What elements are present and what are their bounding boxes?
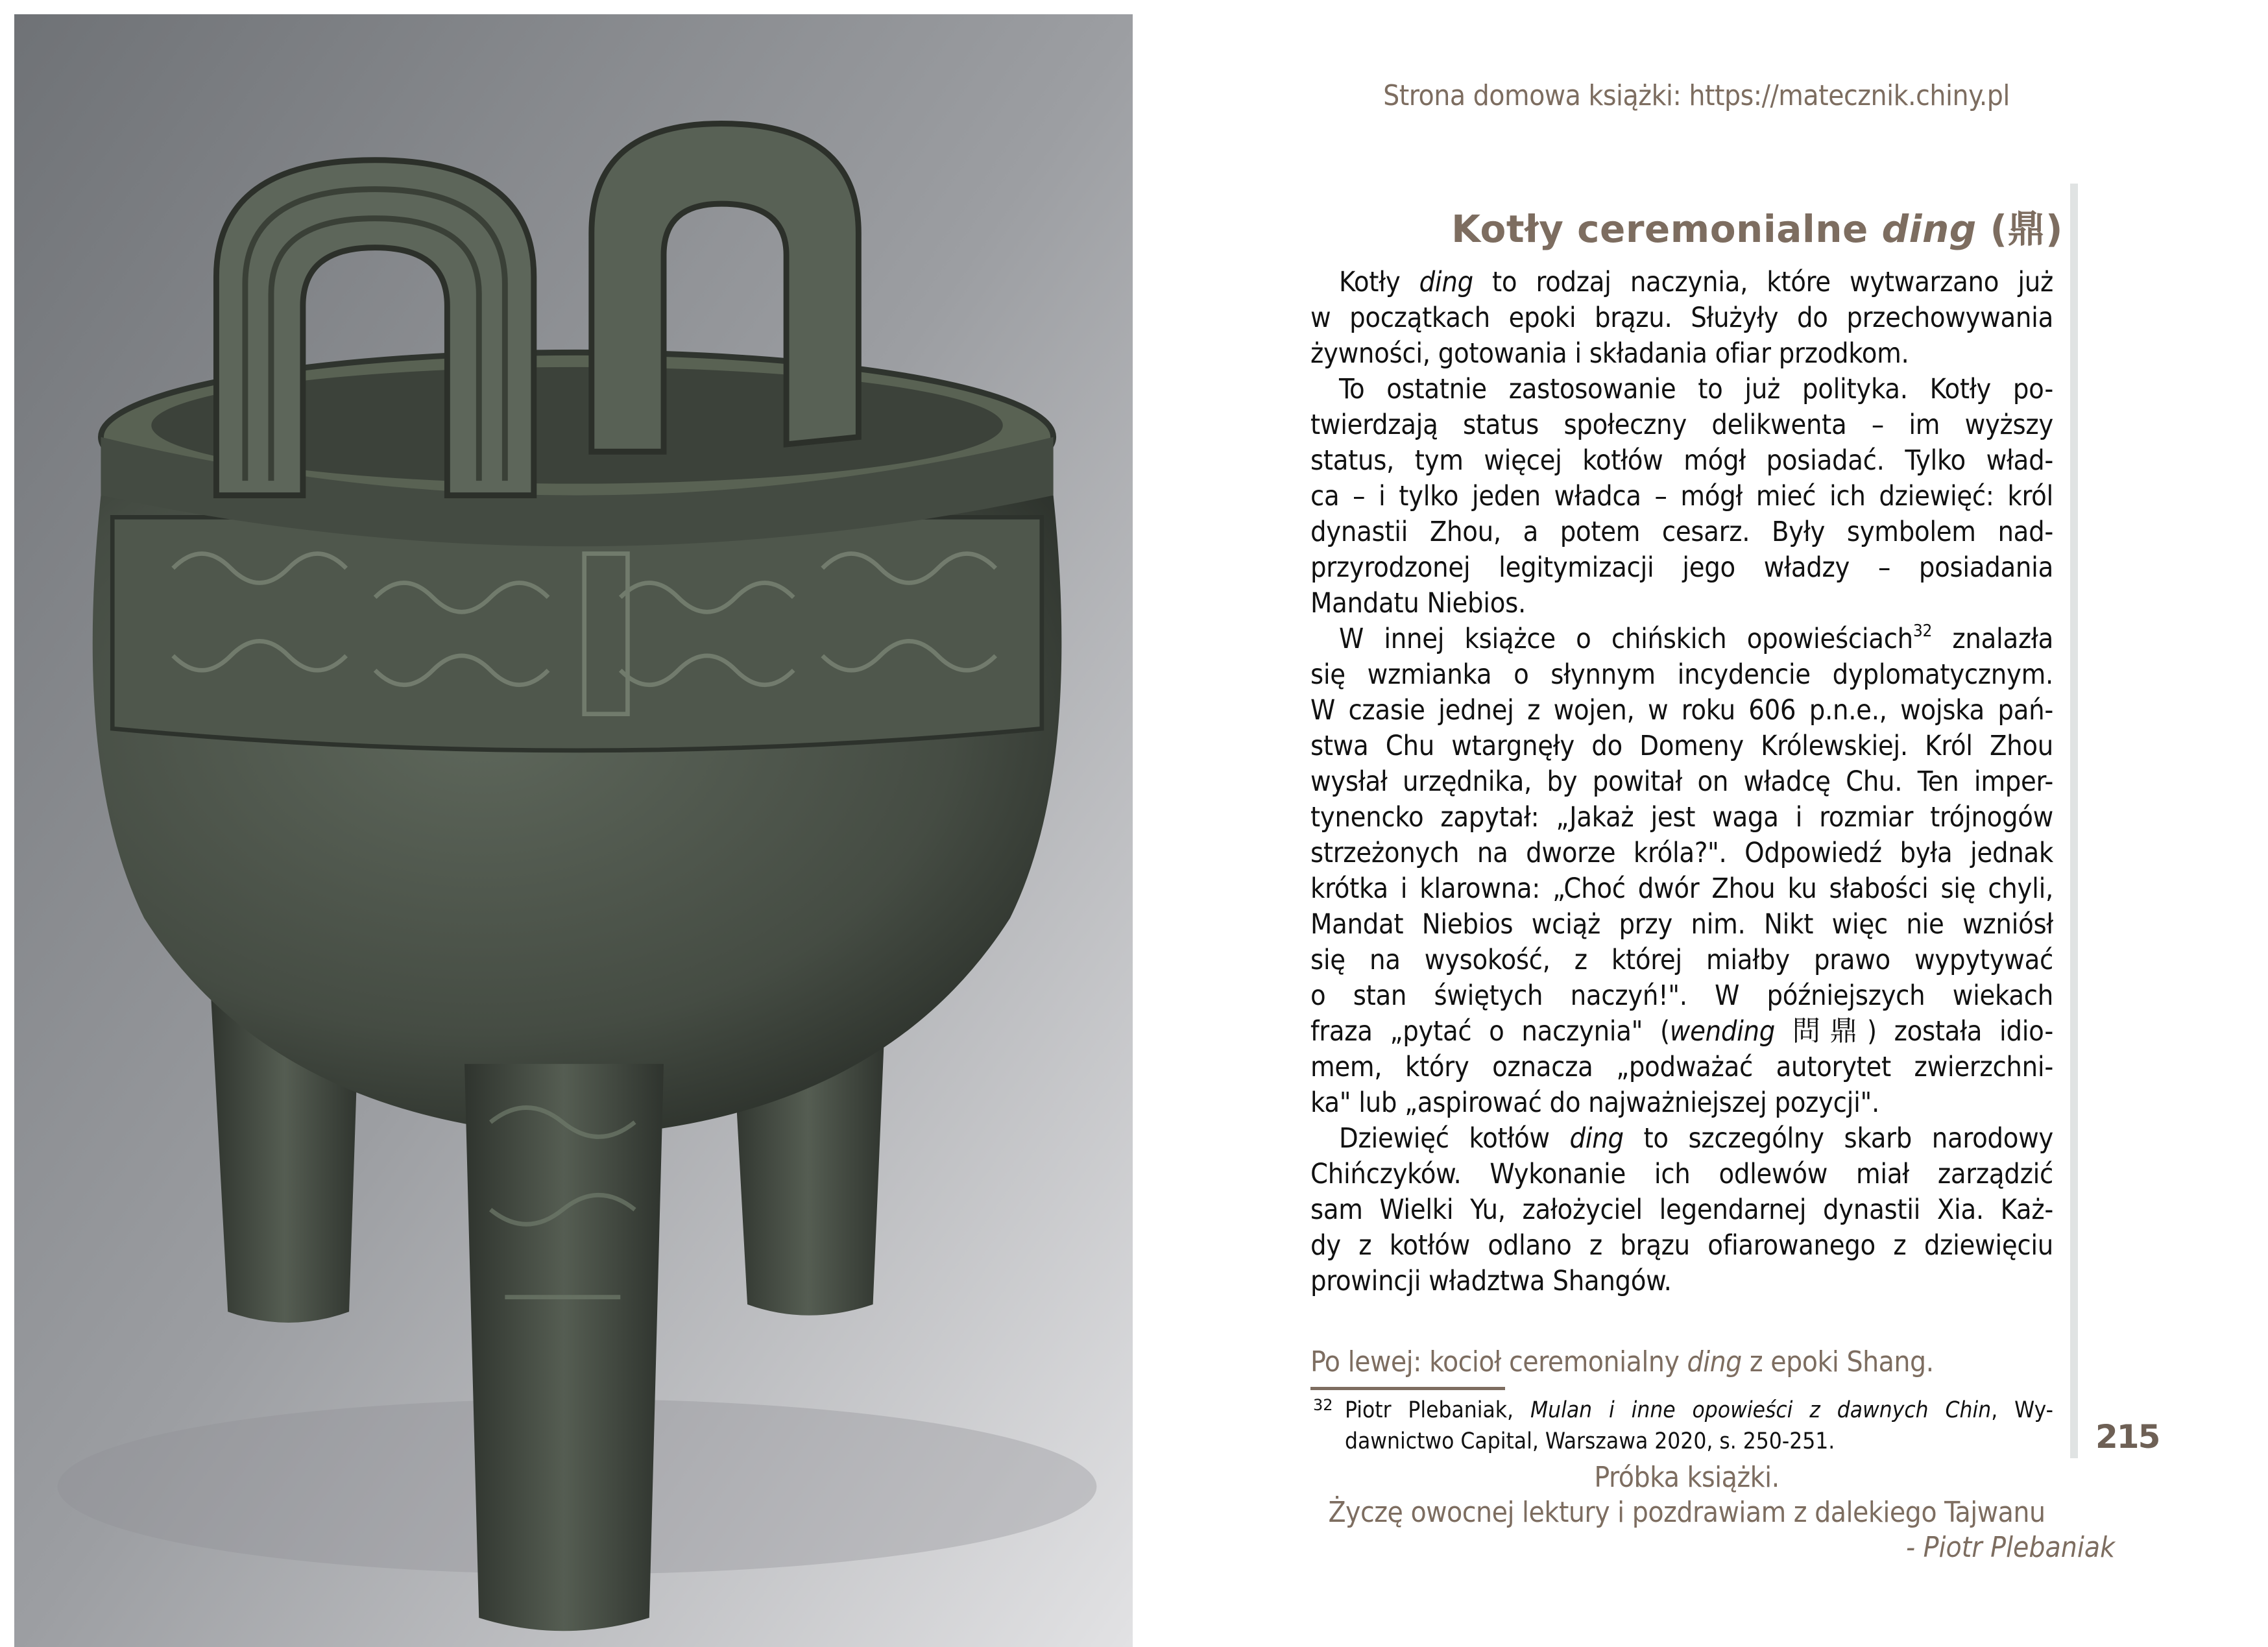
- heading-text: Kotły ceremonialne: [1451, 207, 1882, 251]
- text-run: status, tym więcej kotłów mógł posiadać. Tylko wład-: [1310, 444, 2053, 477]
- text-line: [1310, 978, 2053, 1014]
- greeting-note: Życzę owocnej lektury i pozdrawiam z dalekiego Tajwanu: [1328, 1496, 2045, 1529]
- text-run: prowincji władztwa Shangów.: [1310, 1265, 1672, 1297]
- text-line: [1310, 1192, 2053, 1228]
- italic-text: wending: [1669, 1015, 1776, 1048]
- text-run: żywności, gotowania i składania ofiar przodkom.: [1310, 337, 1909, 370]
- text-line: [1310, 1157, 2053, 1192]
- author-signature: - Piotr Plebaniak: [1905, 1531, 2115, 1564]
- text-run: się na wysokość, z której miałby prawo wypytywać: [1310, 944, 2053, 976]
- italic-text: ding: [1687, 1345, 1742, 1378]
- text-line: [1310, 1050, 2053, 1085]
- text-line: [1310, 871, 2053, 907]
- footnote-ref: 32: [1912, 621, 1933, 641]
- text-run: W czasie jednej z wojen, w roku 606 p.n.e., wojska pań-: [1310, 694, 2053, 727]
- sample-note: Próbka książki.: [1594, 1461, 1779, 1494]
- book-homepage-link[interactable]: Strona domowa książki: https://matecznik.chiny.pl: [1383, 79, 2010, 112]
- text-line: [1345, 1426, 2053, 1457]
- text-run: Po lewej: kocioł ceremonialny: [1310, 1345, 1687, 1378]
- margin-bar: [2070, 184, 2078, 1458]
- text-line: [1310, 1264, 2053, 1299]
- text-run: W innej książce o chińskich opowieściach: [1339, 623, 1913, 655]
- text-run: mem, który oznacza „podważać autorytet zwierzchni-: [1310, 1051, 2053, 1083]
- text-run: twierdzają status społeczny delikwenta – im wyższy: [1310, 409, 2053, 441]
- text-run: wysłał urzędnika, by powitał on władcę Chu. Ten imper-: [1310, 765, 2053, 798]
- text-run: w początkach epoki brązu. Służyły do przechowywania: [1310, 302, 2053, 334]
- body-text: [1310, 265, 2053, 1299]
- text-run: ca – i tylko jeden władca – mógł mieć ich dziewięć: król: [1310, 480, 2053, 512]
- text-run: Kotły: [1339, 266, 1419, 298]
- text-run: przyrodzonej legitymizacji jego władzy – posiadania: [1310, 551, 2053, 584]
- photo-caption: [1310, 1345, 1934, 1378]
- text-run: tynencko zapytał: „Jakaż jest waga i rozmiar trójnogów: [1310, 801, 2053, 834]
- heading-chinese: (鼎): [1976, 207, 2063, 251]
- text-run: sam Wielki Yu, założyciel legendarnej dynastii Xia. Każ-: [1310, 1194, 2053, 1226]
- text-run: dy z kotłów odlano z brązu ofiarowanego z dziewięciu: [1310, 1229, 2053, 1262]
- text-run: Dziewięć kotłów: [1339, 1122, 1570, 1155]
- text-line: [1310, 550, 2053, 586]
- text-line: [1310, 943, 2053, 978]
- text-line: [1310, 514, 2053, 550]
- text-run: to szczególny skarb narodowy: [1623, 1122, 2054, 1155]
- text-line: [1310, 800, 2053, 836]
- text-run: Piotr Plebaniak,: [1345, 1397, 1530, 1423]
- footnote: [1345, 1395, 2053, 1457]
- footnote-number: 32: [1313, 1396, 1333, 1414]
- text-line: [1310, 265, 2053, 300]
- italic-text: ding: [1569, 1122, 1624, 1155]
- text-line: [1310, 657, 2053, 693]
- text-run: fraza „pytać o naczynia" (: [1310, 1015, 1670, 1048]
- text-run: strzeżonych na dworze króla?". Odpowiedź była jednak: [1310, 837, 2053, 869]
- page-number: 215: [2095, 1418, 2160, 1456]
- text-line: [1310, 728, 2053, 764]
- heading-italic: ding: [1881, 207, 1977, 251]
- text-run: To ostatnie zastosowanie to już polityka. Kotły po-: [1339, 373, 2053, 405]
- text-line: [1310, 372, 2053, 407]
- text-run: dawnictwo Capital, Warszawa 2020, s. 250-251.: [1345, 1428, 1835, 1454]
- text-line: [1310, 479, 2053, 514]
- text-run: Mandatu Niebios.: [1310, 587, 1526, 619]
- italic-text: ding: [1419, 266, 1473, 298]
- text-line: [1310, 300, 2053, 336]
- footnote-divider: [1310, 1387, 1505, 1390]
- ding-cauldron-photo: [14, 14, 1133, 1647]
- text-line: [1310, 621, 2053, 657]
- text-line: [1310, 443, 2053, 479]
- text-line: [1310, 693, 2053, 728]
- italic-text: Mulan i inne opowieści z dawnych Chin: [1530, 1397, 1992, 1423]
- text-run: Chińczyków. Wykonanie ich odlewów miał zarządzić: [1310, 1158, 2053, 1190]
- text-line: [1310, 1121, 2053, 1157]
- text-run: Mandat Niebios wciąż przy nim. Nikt więc nie wzniósł: [1310, 908, 2053, 941]
- text-line: [1310, 336, 2053, 372]
- text-run: dynastii Zhou, a potem cesarz. Były symbolem nad-: [1310, 516, 2053, 548]
- text-line: [1310, 1228, 2053, 1264]
- text-line: [1310, 907, 2053, 943]
- text-line: [1310, 836, 2053, 871]
- text-run: o stan świętych naczyń!". W późniejszych wiekach: [1310, 980, 2053, 1012]
- text-line: [1310, 764, 2053, 800]
- text-run: ka" lub „aspirować do najważniejszej pozycji".: [1310, 1087, 1879, 1119]
- text-run: się wzmianka o słynnym incydencie dyplomatycznym.: [1310, 658, 2053, 691]
- text-line: [1310, 586, 2053, 621]
- text-run: z epoki Shang.: [1741, 1345, 1934, 1378]
- text-line: [1345, 1395, 2053, 1426]
- section-heading: [1451, 198, 2063, 253]
- text-line: [1310, 407, 2053, 443]
- text-run: to rodzaj naczynia, które wytwarzano już: [1473, 266, 2053, 298]
- text-line: [1310, 1014, 2053, 1050]
- text-run: krótka i klarowna: „Choć dwór Zhou ku słabości się chyli,: [1310, 872, 2053, 905]
- text-run: znalazła: [1932, 623, 2053, 655]
- text-run: stwa Chu wtargnęły do Domeny Królewskiej. Król Zhou: [1310, 730, 2053, 762]
- text-line: [1310, 1085, 2053, 1121]
- text-run: 問鼎) została idio-: [1775, 1015, 2053, 1048]
- text-run: , Wy-: [1991, 1397, 2053, 1423]
